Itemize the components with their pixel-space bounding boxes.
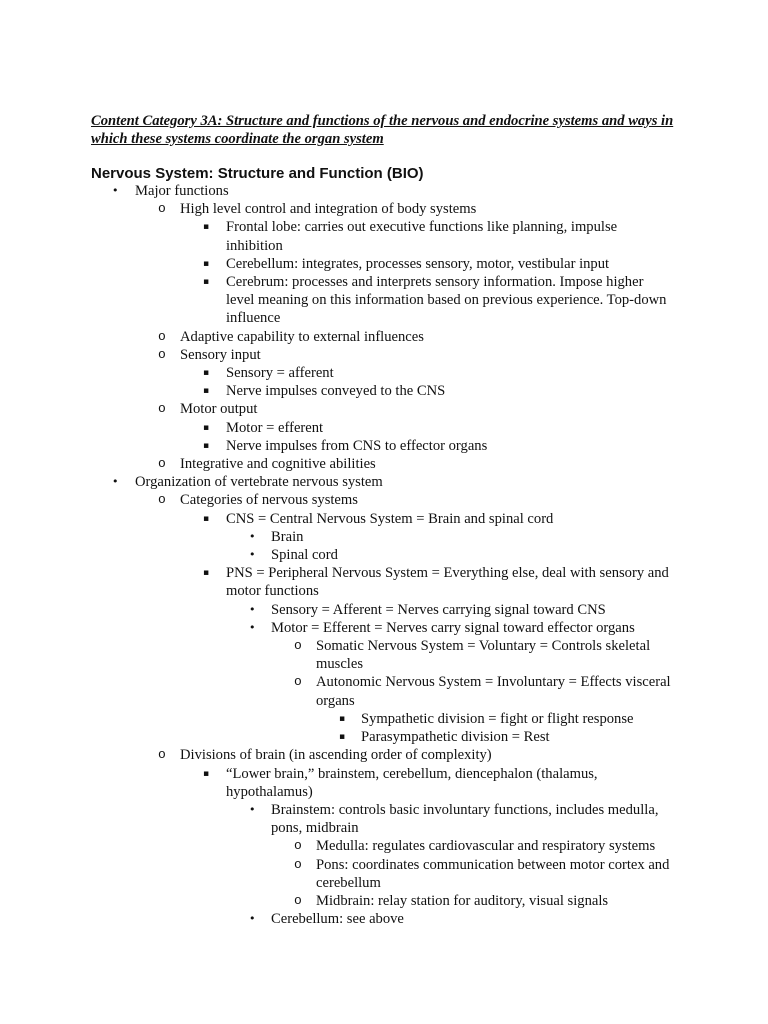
bullet-marker: • — [112, 475, 119, 489]
outline-item-level-1 — [0, 182, 768, 200]
outline-item-text: Sensory = afferent — [226, 365, 334, 382]
outline-item-level-3 — [0, 273, 768, 328]
square-marker: ▪ — [339, 713, 346, 724]
outline-item-text: Medulla: regulates cardiovascular and respiratory systems — [316, 838, 656, 855]
bullet-marker: • — [249, 802, 256, 816]
outline-item-level-4 — [0, 546, 768, 564]
outline-item-text: Divisions of brain (in ascending order of complexity) — [180, 747, 492, 764]
outline-item-level-4 — [0, 601, 768, 619]
outline-item-text: Spinal cord — [271, 547, 338, 564]
circle-marker: o — [158, 328, 166, 344]
circle-marker: o — [294, 674, 302, 690]
outline-item-text: Pons: coordinates communication between motor cortex and cerebellum — [316, 856, 670, 891]
bullet-marker: • — [249, 912, 256, 926]
bullet-marker: • — [249, 620, 256, 634]
outline-item-text: “Lower brain,” brainstem, cerebellum, diencephalon (thalamus, hypothalamus) — [226, 765, 598, 800]
square-marker: ▪ — [339, 732, 346, 743]
outline-item-text: Major functions — [135, 183, 229, 199]
outline-item-level-2 — [0, 455, 768, 473]
outline-item-level-4 — [0, 910, 768, 928]
outline-item-level-3 — [0, 255, 768, 273]
outline-item-text: Motor = Efferent = Nerves carry signal toward effector organs — [271, 619, 635, 636]
outline-item-level-3 — [0, 437, 768, 455]
circle-marker: o — [294, 856, 302, 872]
bullet-marker: • — [112, 184, 119, 197]
outline-item-level-5 — [0, 892, 768, 910]
outline-item-level-4 — [0, 528, 768, 546]
circle-marker: o — [294, 638, 302, 654]
circle-marker: o — [158, 346, 166, 362]
outline-item-text: Integrative and cognitive abilities — [180, 456, 376, 473]
outline-item-level-2 — [0, 200, 768, 218]
bullet-marker: • — [249, 602, 256, 616]
outline-item-level-6 — [0, 728, 768, 746]
outline-item-level-2 — [0, 400, 768, 418]
outline-item-text: Nerve impulses from CNS to effector organs — [226, 437, 488, 454]
outline-item-level-3 — [0, 218, 768, 254]
content-category-heading: Content Category 3A: Structure and functions of the nervous and endocrine systems and ways in which these systems coordinate the organ system — [91, 113, 674, 147]
outline-item-text: Parasympathetic division = Rest — [361, 729, 550, 746]
outline-item-text: Categories of nervous systems — [180, 492, 358, 509]
square-marker: ▪ — [203, 222, 210, 233]
outline-item-level-5 — [0, 837, 768, 855]
outline-item-text: Cerebellum: see above — [271, 911, 404, 928]
square-marker: ▪ — [203, 568, 210, 579]
circle-marker: o — [294, 838, 302, 854]
outline-item-text: Sensory = Afferent = Nerves carrying signal toward CNS — [271, 601, 606, 618]
square-marker: ▪ — [203, 258, 210, 269]
outline-item-text: Brain — [271, 528, 304, 545]
outline-item-text: Motor = efferent — [226, 419, 324, 436]
outline-item-text: Adaptive capability to external influences — [180, 328, 424, 345]
outline-item-text: CNS = Central Nervous System = Brain and spinal cord — [226, 510, 554, 527]
bullet-marker: • — [249, 548, 256, 562]
outline-item-text: Somatic Nervous System = Voluntary = Controls skeletal muscles — [316, 638, 651, 673]
outline-list — [0, 182, 768, 928]
outline-item-text: High level control and integration of body systems — [180, 201, 477, 218]
circle-marker: o — [158, 492, 166, 508]
square-marker: ▪ — [203, 513, 210, 524]
outline-item-level-1 — [0, 473, 768, 491]
outline-item-level-3 — [0, 419, 768, 437]
circle-marker: o — [158, 456, 166, 472]
outline-item-level-3 — [0, 382, 768, 400]
outline-item-level-5 — [0, 637, 768, 673]
outline-item-level-4 — [0, 801, 768, 837]
outline-item-level-3 — [0, 564, 768, 600]
outline-item-text: Midbrain: relay station for auditory, visual signals — [316, 892, 609, 909]
square-marker: ▪ — [203, 768, 210, 779]
section-heading: Nervous System: Structure and Function (BIO) — [91, 165, 424, 182]
outline-item-text: Sensory input — [180, 346, 261, 363]
square-marker: ▪ — [203, 422, 210, 433]
outline-item-level-2 — [0, 328, 768, 346]
outline-item-level-2 — [0, 346, 768, 364]
circle-marker: o — [158, 201, 166, 217]
outline-item-text: Cerebrum: processes and interprets sensory information. Impose higher level meaning on this information based on previous experience. Top-down influence — [226, 274, 667, 327]
square-marker: ▪ — [203, 368, 210, 379]
outline-item-text: PNS = Peripheral Nervous System = Everything else, deal with sensory and motor functions — [226, 565, 669, 600]
square-marker: ▪ — [203, 277, 210, 288]
outline-item-level-2 — [0, 491, 768, 509]
outline-item-text: Brainstem: controls basic involuntary functions, includes medulla, pons, midbrain — [271, 801, 659, 837]
outline-item-text: Motor output — [180, 401, 258, 418]
circle-marker: o — [158, 747, 166, 763]
outline-item-text: Cerebellum: integrates, processes sensory, motor, vestibular input — [226, 255, 610, 272]
outline-item-text: Autonomic Nervous System = Involuntary = Effects visceral organs — [316, 674, 671, 709]
outline-item-level-3 — [0, 765, 768, 801]
square-marker: ▪ — [203, 386, 210, 397]
square-marker: ▪ — [203, 440, 210, 451]
outline-item-text: Organization of vertebrate nervous system — [135, 474, 383, 491]
outline-item-level-2 — [0, 746, 768, 764]
bullet-marker: • — [249, 529, 256, 543]
outline-item-level-5 — [0, 673, 768, 709]
outline-item-text: Nerve impulses conveyed to the CNS — [226, 383, 446, 400]
outline-item-level-5 — [0, 856, 768, 892]
outline-item-level-3 — [0, 510, 768, 528]
outline-item-level-6 — [0, 710, 768, 728]
circle-marker: o — [158, 401, 166, 417]
outline-item-text: Frontal lobe: carries out executive functions like planning, impulse inhibition — [226, 219, 618, 254]
outline-item-text: Sympathetic division = fight or flight response — [361, 710, 634, 727]
outline-item-level-3 — [0, 364, 768, 382]
outline-item-level-4 — [0, 619, 768, 637]
circle-marker: o — [294, 892, 302, 908]
